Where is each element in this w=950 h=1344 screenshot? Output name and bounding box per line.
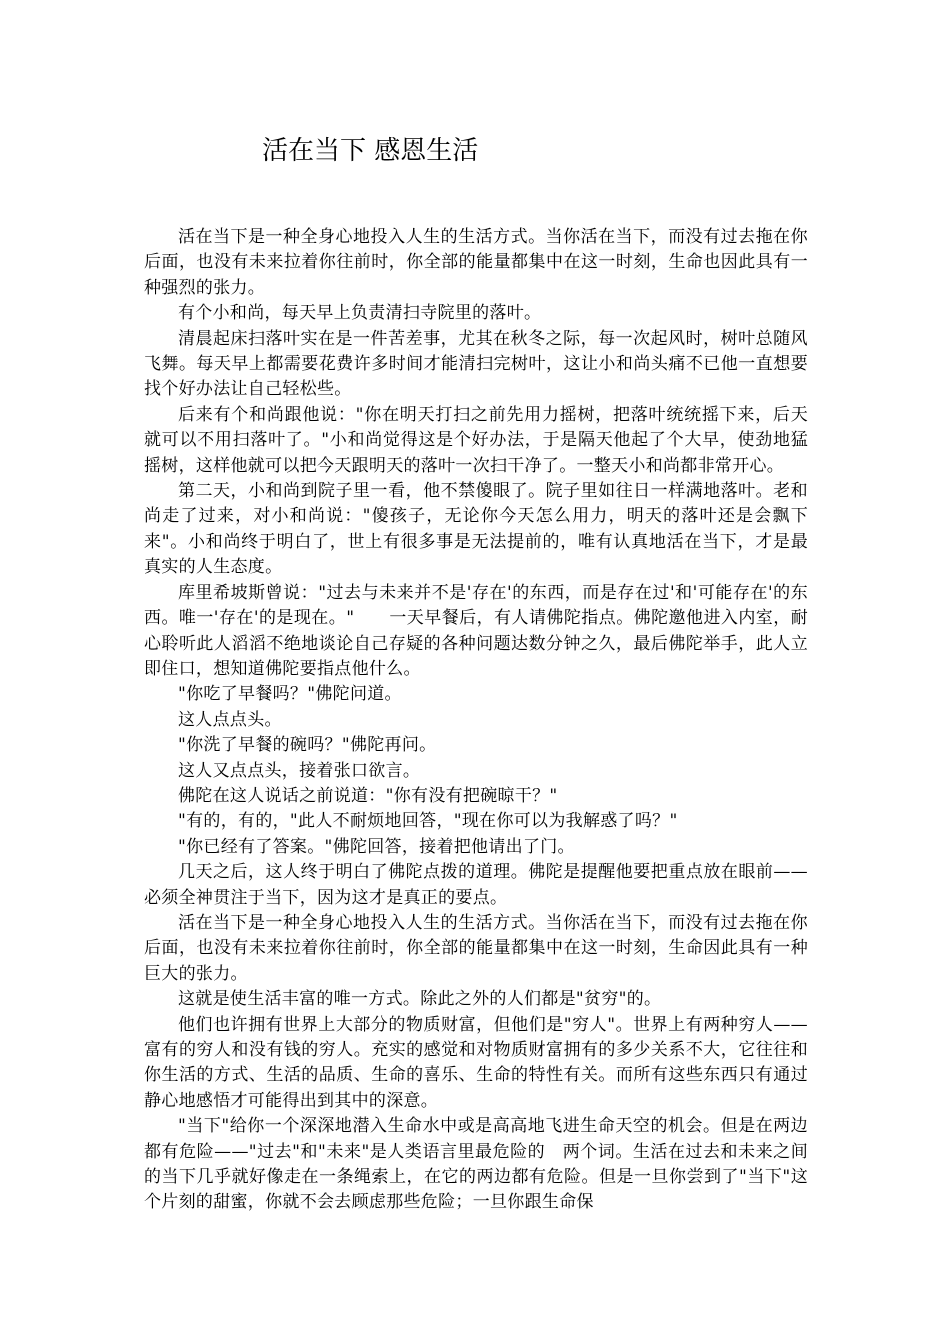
paragraph: 这就是使生活丰富的唯一方式。除此之外的人们都是"贫穷"的。 (178, 989, 662, 1010)
paragraph: 库里希坡斯曾说："过去与未来并不是'存在'的东西，而是存在过'和'可能存在'的东西。唯一'存在'的是现在。" 一天早餐后，有人请佛陀指点。佛陀邀他进入内室，耐心聆听此人滔滔不绝地谈论自己存疑的各种问题达数分钟之久，最后佛陀举手，此人立即住口，想知道佛陀要指点他什么。 (144, 582, 808, 679)
paragraph: "你洗了早餐的碗吗？"佛陀再问。 (178, 735, 437, 756)
paragraph: 几天之后，这人终于明白了佛陀点拨的道理。佛陀是提醒他要把重点放在眼前——必须全神贯注于当下，因为这才是真正的要点。 (144, 862, 808, 908)
paragraph: 他们也许拥有世界上大部分的物质财富，但他们是"穷人"。世界上有两种穷人——富有的穷人和没有钱的穷人。充实的感觉和对物质财富拥有的多少关系不大，它往往和你生活的方式、生活的品质、生命的喜乐、生命的特性有关。而所有这些东西只有通过静心地感悟才可能得出到其中的深意。 (144, 1014, 808, 1111)
paragraph: "你吃了早餐吗？"佛陀问道。 (178, 684, 402, 705)
paragraph: 第二天，小和尚到院子里一看，他不禁傻眼了。院子里如往日一样满地落叶。老和尚走了过来，对小和尚说："傻孩子，无论你今天怎么用力，明天的落叶还是会飘下来"。小和尚终于明白了，世上有很多事是无法提前的，唯有认真地活在当下，才是最真实的人生态度。 (144, 481, 808, 578)
paragraph: "你已经有了答案。"佛陀回答，接着把他请出了门。 (178, 836, 575, 857)
document-body (144, 225, 808, 1216)
document-title: 活在当下 感恩生活 (262, 136, 479, 166)
paragraph: 后来有个和尚跟他说："你在明天打扫之前先用力摇树，把落叶统统摇下来，后天就可以不用扫落叶了。"小和尚觉得这是个好办法，于是隔天他起了个大早，使劲地猛摇树，这样他就可以把今天跟明天的落叶一次扫干净了。一整天小和尚都非常开心。 (144, 404, 808, 476)
paragraph: 清晨起床扫落叶实在是一件苦差事，尤其在秋冬之际，每一次起风时，树叶总随风飞舞。每天早上都需要花费许多时间才能清扫完树叶，这让小和尚头痛不已他一直想要找个好办法让自己轻松些。 (144, 328, 808, 400)
paragraph: "有的，有的，"此人不耐烦地回答，"现在你可以为我解惑了吗？" (178, 811, 678, 832)
paragraph: 这人点点头。 (178, 709, 282, 730)
paragraph: 佛陀在这人说话之前说道："你有没有把碗晾干？" (178, 785, 558, 806)
paragraph: 活在当下是一种全身心地投入人生的生活方式。当你活在当下，而没有过去拖在你后面，也没有未来拉着你往前时，你全部的能量都集中在这一时刻，生命也因此具有一种强烈的张力。 (144, 227, 808, 298)
paragraph: 这人又点点头，接着张口欲言。 (178, 760, 421, 781)
paragraph: 活在当下是一种全身心地投入人生的生活方式。当你活在当下，而没有过去拖在你后面，也没有未来拉着你往前时，你全部的能量都集中在这一时刻，生命因此具有一种巨大的张力。 (144, 912, 808, 984)
paragraph: 有个小和尚，每天早上负责清扫寺院里的落叶。 (178, 303, 542, 324)
paragraph: "当下"给你一个深深地潜入生命水中或是高高地飞进生命天空的机会。但是在两边都有危险——"过去"和"未来"是人类语言里最危险的 两个词。生活在过去和未来之间的当下几乎就好像走在一条绳索上，在它的两边都有危险。但是一旦你尝到了"当下"这个片刻的甜蜜，你就不会去顾虑那些危险；一旦你跟生命保 (144, 1116, 808, 1213)
